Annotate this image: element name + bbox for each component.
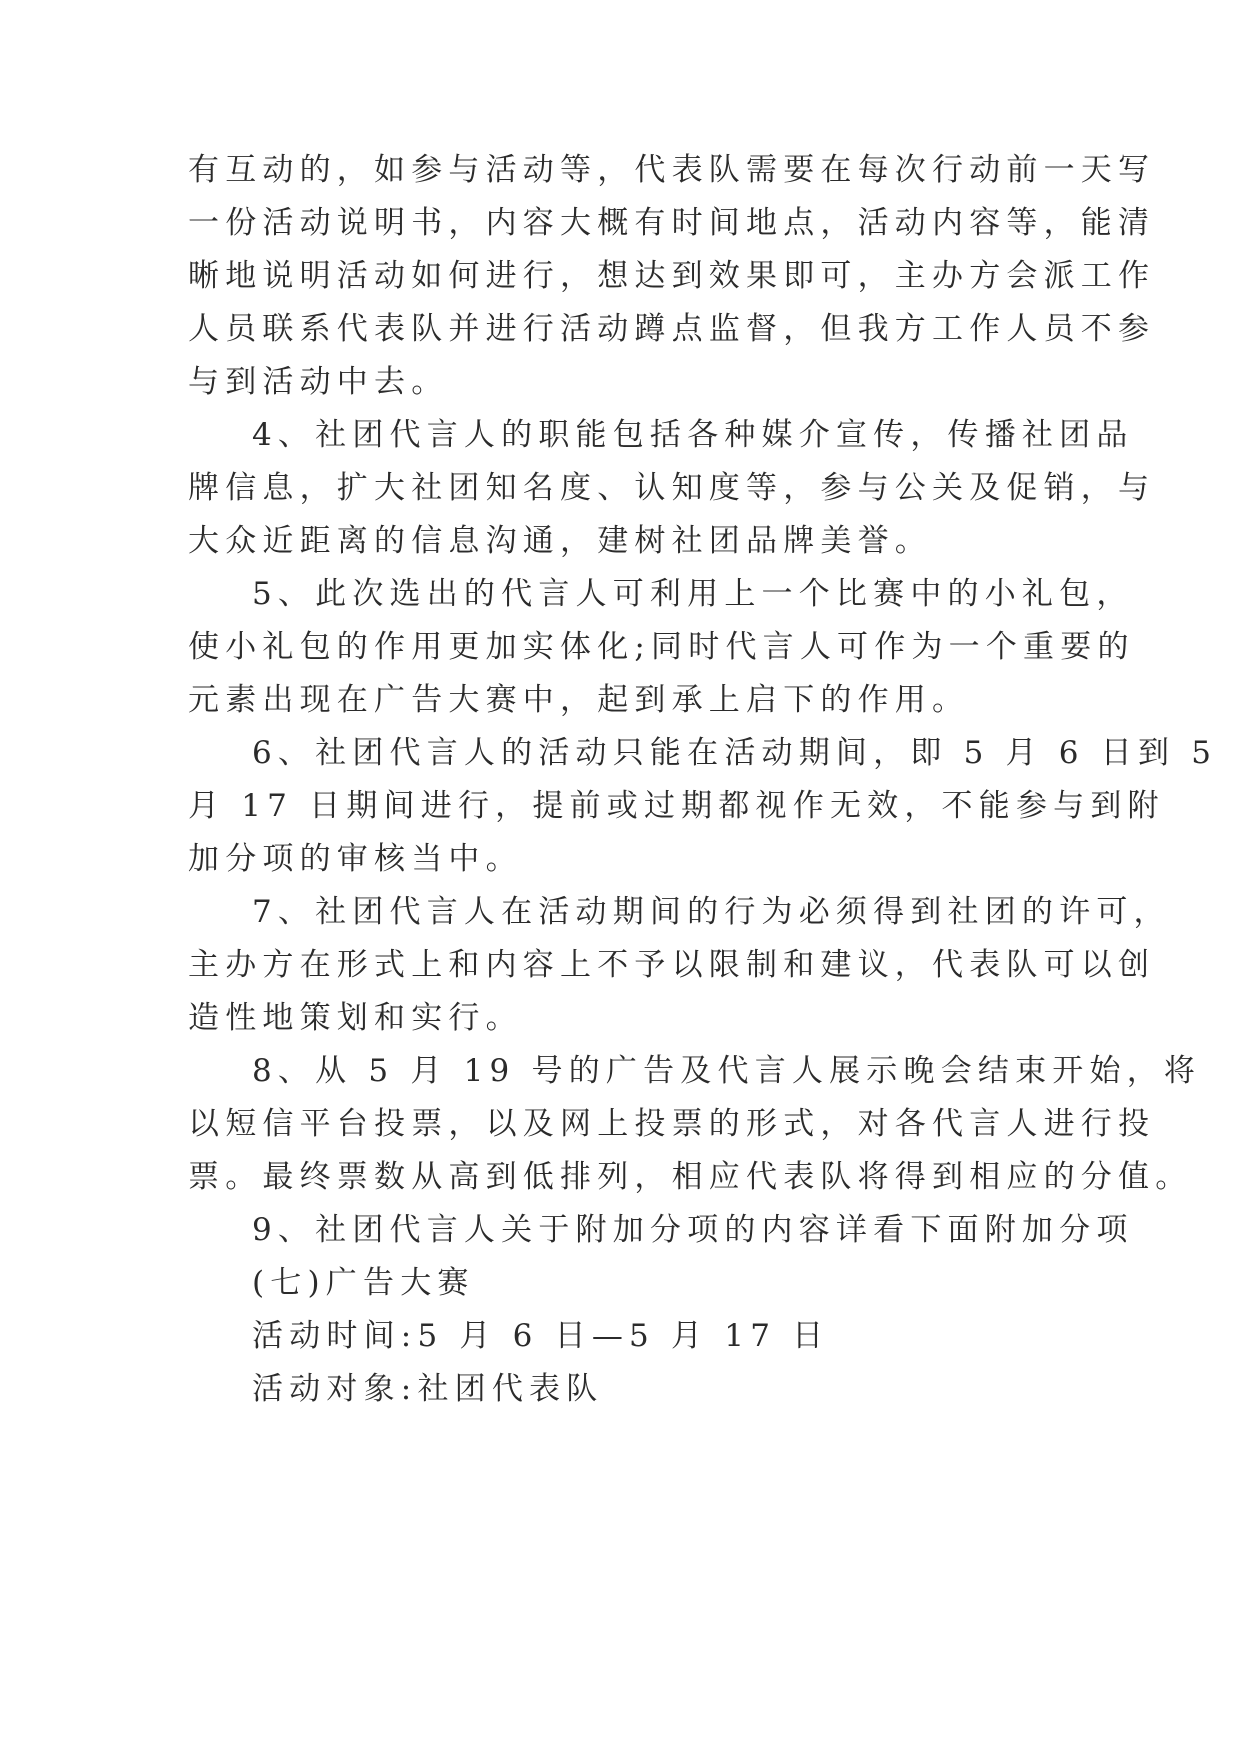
text-line-16: 主办方在形式上和内容上不予以限制和建议，代表队可以创 [188,947,1156,983]
text-line-20: 票。最终票数从高到低排列，相应代表队将得到相应的分值。 [188,1159,1193,1195]
text-line-1: 有互动的，如参与活动等，代表队需要在每次行动前一天写 [188,152,1156,188]
text-line-3: 晰地说明活动如何进行，想达到效果即可，主办方会派工作 [188,258,1156,294]
text-line-6: 4、社团代言人的职能包括各种媒介宣传，传播社团品 [252,417,1134,453]
text-line-7: 牌信息，扩大社团知名度、认知度等，参与公关及促销，与 [188,470,1156,506]
text-line-9: 5、此次选出的代言人可利用上一个比赛中的小礼包， [252,576,1134,612]
section-heading: (七)广告大赛 [252,1265,475,1301]
text-line-11: 元素出现在广告大赛中，起到承上启下的作用。 [188,682,970,718]
text-line-12: 6、社团代言人的活动只能在活动期间，即 5 月 6 日到 5 [252,735,1218,771]
activity-target: 活动对象:社团代表队 [252,1371,604,1407]
text-line-5: 与到活动中去。 [188,364,449,400]
text-line-8: 大众近距离的信息沟通，建树社团品牌美誉。 [188,523,932,559]
text-line-14: 加分项的审核当中。 [188,841,523,877]
text-line-13: 月 17 日期间进行，提前或过期都视作无效，不能参与到附 [188,788,1165,824]
text-line-10: 使小礼包的作用更加实体化;同时代言人可作为一个重要的 [188,629,1135,665]
text-line-17: 造性地策划和实行。 [188,1000,523,1036]
text-line-19: 以短信平台投票，以及网上投票的形式，对各代言人进行投 [188,1106,1156,1142]
text-line-21: 9、社团代言人关于附加分项的内容详看下面附加分项 [252,1212,1134,1248]
text-line-15: 7、社团代言人在活动期间的行为必须得到社团的许可， [252,894,1171,930]
text-line-2: 一份活动说明书，内容大概有时间地点，活动内容等，能清 [188,205,1156,241]
activity-time: 活动时间:5 月 6 日—5 月 17 日 [252,1318,830,1354]
text-line-4: 人员联系代表队并进行活动蹲点监督，但我方工作人员不参 [188,311,1156,347]
text-line-18: 8、从 5 月 19 号的广告及代言人展示晚会结束开始，将 [252,1053,1202,1089]
